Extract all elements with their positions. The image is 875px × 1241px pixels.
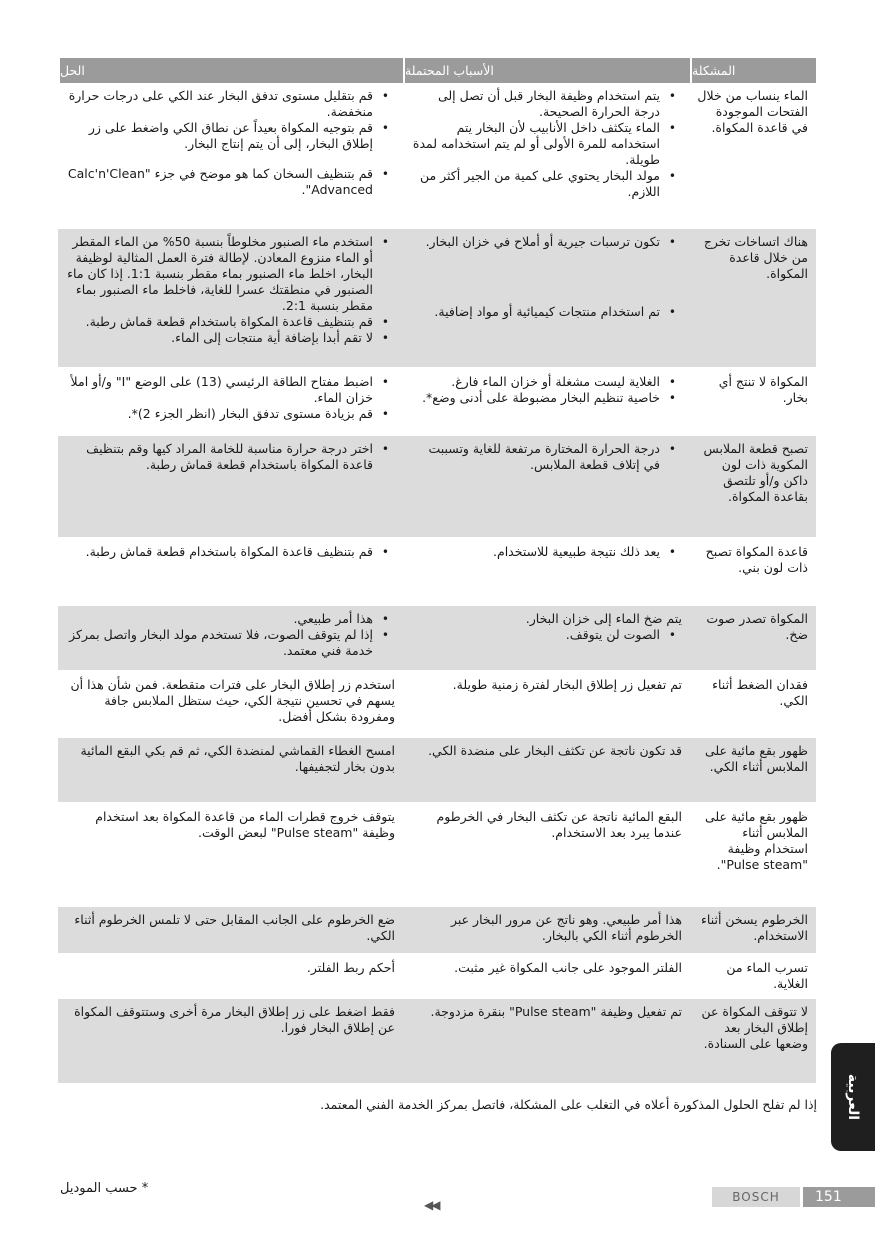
back-arrows-icon: ◀◀ (424, 1198, 439, 1212)
solution-item: • قم بزيادة مستوى تدفق البخار (انظر الجزء 2)*. (64, 406, 395, 422)
cause-item: • الماء يتكثف داخل الأنابيب لأن البخار يتم استخدامه للمرة الأولى أو لم يتم استخدامه لمدة طويلة. (409, 120, 682, 168)
header-solution: الحل (58, 58, 403, 83)
solution-cell (58, 606, 403, 670)
causes-cell: تم تفعيل زر إطلاق البخار لفترة زمنية طويلة. (452, 677, 682, 692)
solution-item: • قم بتنظيف السخان كما هو موضح في جزء "Calc'n'Clean Advanced". (64, 166, 395, 198)
causes-cell (403, 229, 690, 367)
table-row (58, 738, 816, 804)
solution-item: • اختر درجة حرارة مناسبة للخامة المراد كيها وقم بتنظيف قاعدة المكواة باستخدام قطعة قماش رطبة. (64, 441, 395, 473)
problem-cell: تسرب الماء من الغلاية. (726, 960, 808, 991)
model-footnote: * حسب الموديل (60, 1181, 149, 1196)
table-row (58, 229, 816, 369)
cause-item: • خاصية تنظيم البخار مضبوطة على أدنى وضع*. (409, 390, 682, 406)
cause-item: • الغلاية ليست مشغلة أو خزان الماء فارغ. (409, 374, 682, 390)
problem-cell: قاعدة المكواة تصبح ذات لون بني. (705, 544, 808, 575)
solution-cell: فقط اضغط على زر إطلاق البخار مرة أخرى وستتوقف المكواة عن إطلاق البخار فورا. (74, 1004, 395, 1035)
table-row (58, 436, 816, 539)
solution-cell: أحكم ربط الفلتر. (306, 960, 395, 975)
cause-item: • درجة الحرارة المختارة مرتفعة للغاية وتسببت في إتلاف قطعة الملابس. (409, 441, 682, 473)
table-row (58, 955, 816, 999)
table-row (58, 804, 816, 907)
solution-cell: امسح الغطاء القماشي لمنضدة الكي، ثم قم بكي البقع المائية بدون بخار لتجفيفها. (80, 743, 395, 774)
cause-item: • تم استخدام منتجات كيميائية أو مواد إضافية. (409, 304, 682, 320)
cause-item: • تكون ترسبات جيرية أو أملاح في خزان البخار. (409, 234, 682, 250)
causes-cell: هذا أمر طبيعي. وهو ناتج عن مرور البخار عبر الخرطوم أثناء الكي بالبخار. (450, 912, 682, 943)
troubleshooting-table (58, 58, 816, 1085)
solution-cell (58, 436, 403, 537)
language-tab (831, 1043, 875, 1151)
table-row (58, 369, 816, 436)
problem-cell: المكواة لا تنتج أي بخار. (718, 374, 808, 405)
causes-cell (403, 539, 690, 604)
causes-cell: قد تكون ناتجة عن تكثف البخار على منضدة الكي. (428, 743, 682, 758)
service-note: إذا لم تفلح الحلول المذكورة أعلاه في التغلب على المشكلة، فاتصل بمركز الخدمة الفني المعتمد. (320, 1097, 817, 1112)
solution-item: • قم بتنظيف قاعدة المكواة باستخدام قطعة قماش رطبة. (64, 544, 395, 560)
problem-cell: فقدان الضغط أثناء الكي. (712, 677, 808, 708)
cause-item: • مولد البخار يحتوي على كمية من الجير أكثر من اللازم. (409, 168, 682, 200)
causes-cell: البقع المائية ناتجة عن تكثف البخار في الخرطوم عندما يبرد بعد الاستخدام. (436, 809, 682, 840)
cause-item: • يتم استخدام وظيفة البخار قبل أن تصل إلى درجة الحرارة الصحيحة. (409, 88, 682, 120)
cause-item: • الصوت لن يتوقف. (409, 627, 682, 643)
table-header (58, 58, 816, 83)
table-row (58, 672, 816, 738)
cause-text: يتم ضخ الماء إلى خزان البخار. (525, 611, 682, 626)
problem-cell: ظهور بقع مائية على الملابس أثناء الكي. (704, 743, 808, 774)
causes-cell: الفلتر الموجود على جانب المكواة غير مثبت. (454, 960, 682, 975)
solution-item: • قم بتنظيف قاعدة المكواة باستخدام قطعة قماش رطبة. (64, 314, 395, 330)
table-row (58, 539, 816, 606)
solution-item: • إذا لم يتوقف الصوت، فلا تستخدم مولد البخار واتصل بمركز خدمة فني معتمد. (64, 627, 395, 659)
causes-cell: تم تفعيل وظيفة "Pulse steam" بنقرة مزدوجة. (430, 1004, 682, 1019)
problem-cell: ظهور بقع مائية على الملابس أثناء استخدام وظيفة "Pulse steam". (704, 809, 808, 872)
cause-item: • يعد ذلك نتيجة طبيعية للاستخدام. (409, 544, 682, 560)
solution-cell (58, 369, 403, 434)
problem-cell: المكواة تصدر صوت ضخ. (706, 611, 808, 642)
problem-cell: لا تتوقف المكواة عن إطلاق البخار بعد وضعها على السنادة. (701, 1004, 808, 1051)
solution-item: • هذا أمر طبيعي. (64, 611, 395, 627)
solution-item: • اضبط مفتاح الطاقة الرئيسي (13) على الوضع "I" و/أو املأ خزان الماء. (64, 374, 395, 406)
table-row (58, 606, 816, 672)
solution-cell: استخدم زر إطلاق البخار على فترات متقطعة. فمن شأن هذا أن يسهم في تحسين نتيجة الكي، حيث ستظل الملابس جافة ومفرودة بشكل أفضل. (70, 677, 395, 724)
solution-item: • لا تقم أبدا بإضافة أية منتجات إلى الماء. (64, 330, 395, 346)
causes-cell (403, 369, 690, 434)
problem-cell: تصبح قطعة الملابس المكوية ذات لون داكن و/أو تلتصق بقاعدة المكواة. (703, 441, 808, 504)
brand-label: BOSCH (712, 1187, 800, 1207)
problem-cell: الماء ينساب من خلال الفتحات الموجودة في قاعدة المكواة. (697, 88, 808, 135)
table-row (58, 999, 816, 1085)
solution-cell (58, 229, 403, 367)
solution-cell: ضع الخرطوم على الجانب المقابل حتى لا تلمس الخرطوم أثناء الكي. (74, 912, 395, 943)
header-problem: المشكلة (690, 58, 816, 83)
table-row (58, 83, 816, 229)
causes-cell (403, 83, 690, 227)
solution-cell (58, 83, 403, 227)
causes-cell (403, 436, 690, 537)
header-causes: الأسباب المحتملة (403, 58, 690, 83)
solution-item: • استخدم ماء الصنبور مخلوطاً بنسبة 50% من الماء المقطر أو الماء منزوع المعادن. لإطالة فترة العمل المثالية لوظيفة البخار، اخلط ماء الصنبور بماء مقطر بنسبة 1:1. إذا كان ماء الصنبور في منطقتك عسرا للغاية، فاخلط ماء الصنبور بماء مقطر بنسبة 2:1. (64, 234, 395, 314)
causes-cell (403, 606, 690, 670)
language-tab-label: العربية (845, 1073, 861, 1121)
problem-cell: هناك اتساخات تخرج من خلال قاعدة المكواة. (703, 234, 808, 281)
page-number: 151 (803, 1187, 875, 1207)
solution-item: • قم بتوجيه المكواة بعيداً عن نطاق الكي واضغط على زر إطلاق البخار، إلى أن يتم إنتاج البخار. (64, 120, 395, 152)
problem-cell: الخرطوم يسخن أثناء الاستخدام. (701, 912, 808, 943)
solution-cell: يتوقف خروج قطرات الماء من قاعدة المكواة بعد استخدام وظيفة "Pulse steam" لبعض الوقت. (95, 809, 395, 840)
solution-item: • قم بتقليل مستوى تدفق البخار عند الكي على درجات حرارة منخفضة. (64, 88, 395, 120)
solution-cell (58, 539, 403, 604)
table-row (58, 907, 816, 955)
